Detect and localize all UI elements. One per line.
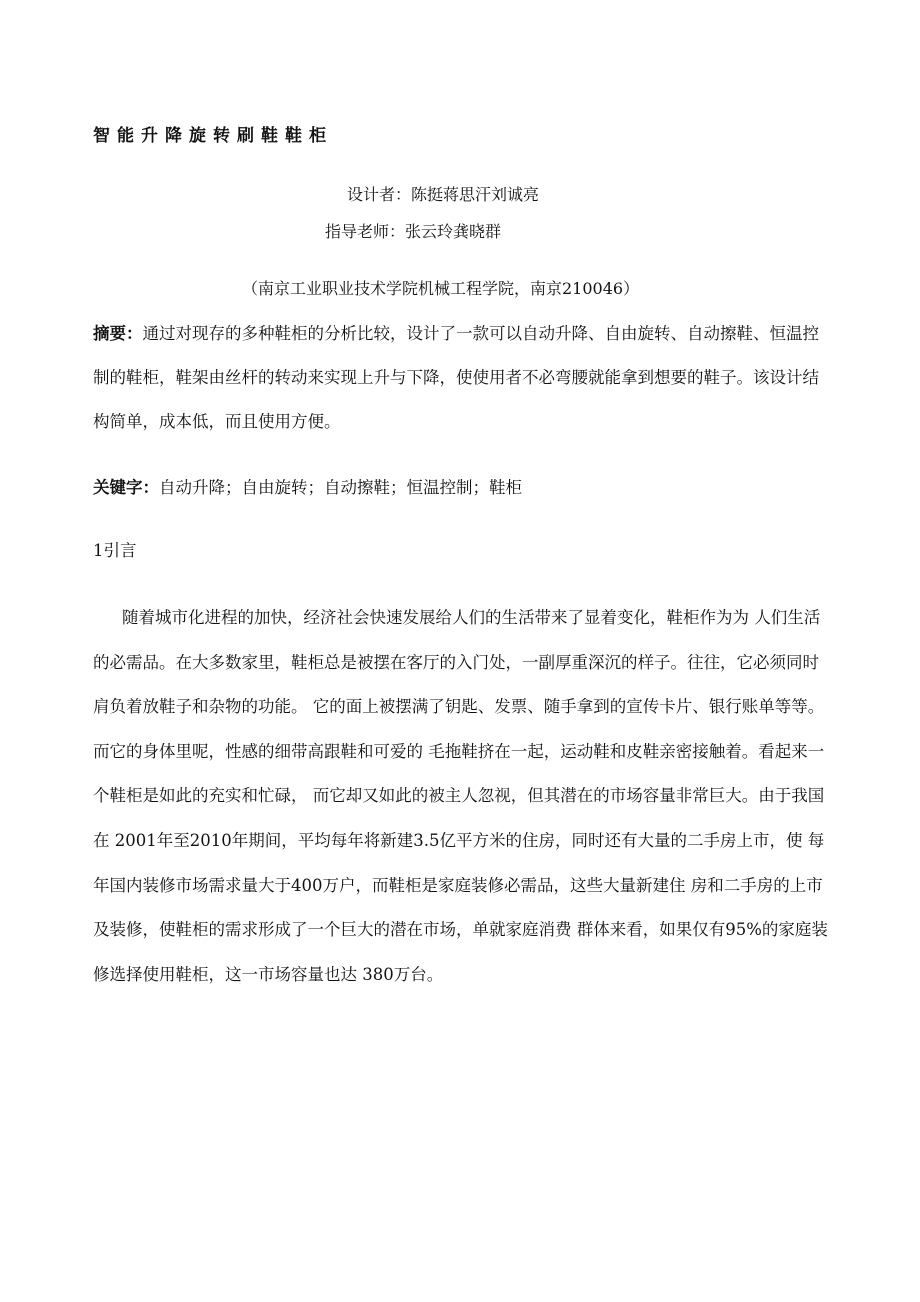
section-heading: 1引言 (93, 541, 137, 560)
keywords-text: 自动升降；自由旋转；自动擦鞋；恒温控制；鞋柜 (159, 478, 522, 497)
document-title: 智能升降旋转刷鞋鞋柜 (93, 126, 333, 146)
keywords-paragraph (93, 466, 828, 510)
intro-paragraph: 随着城市化进程的加快，经济社会快速发展给人们的生活带来了显着变化，鞋柜作为为 人们生活的必需品。在大多数家里，鞋柜总是被摆在客厅的入门处，一副厚重深沉的样子。往往，它必须同时肩负着放鞋子和杂物的功能。 它的面上被摆满了钥匙、发票、随手拿到的宣传卡片、银行账单等等。而它的身体里呢，性感的细带高跟鞋和可爱的 毛拖鞋挤在一起，运动鞋和皮鞋亲密接触着。看起来一个鞋柜是如此的充实和忙碌， 而它却又如此的被主人忽视，但其潜在的市场容量非常巨大。由于我国在 2001年至2010年期间，平均每年将新建3.5亿平方米的住房，同时还有大量的二手房上市，使 每年国内装修市场需求量大于400万户，而鞋柜是家庭装修必需品，这些大量新建住 房和二手房的上市及装修，使鞋柜的需求形成了一个巨大的潜在市场，单就家庭消费 群体来看，如果仅有95%的家庭装修选择使用鞋柜，这一市场容量也达 380万台。 (93, 608, 828, 984)
keywords-label: 关键字： (93, 478, 159, 497)
abstract-paragraph (93, 312, 828, 444)
abstract-text: 通过对现存的多种鞋柜的分析比较，设计了一款可以自动升降、自由旋转、自动擦鞋、恒温控制的鞋柜，鞋架由丝杆的转动来实现上升与下降，使使用者不必弯腰就能拿到想要的鞋子。该设计结构简单，成本低，而且使用方便。 (93, 324, 819, 431)
abstract-label: 摘要： (93, 324, 143, 343)
affiliation-line: （南京工业职业技术学院机械工程学院，南京210046） (242, 279, 640, 298)
advisor-line: 指导老师：张云玲龚晓群 (325, 222, 502, 241)
designer-line: 设计者：陈挺蒋思汗刘诚亮 (347, 185, 540, 204)
